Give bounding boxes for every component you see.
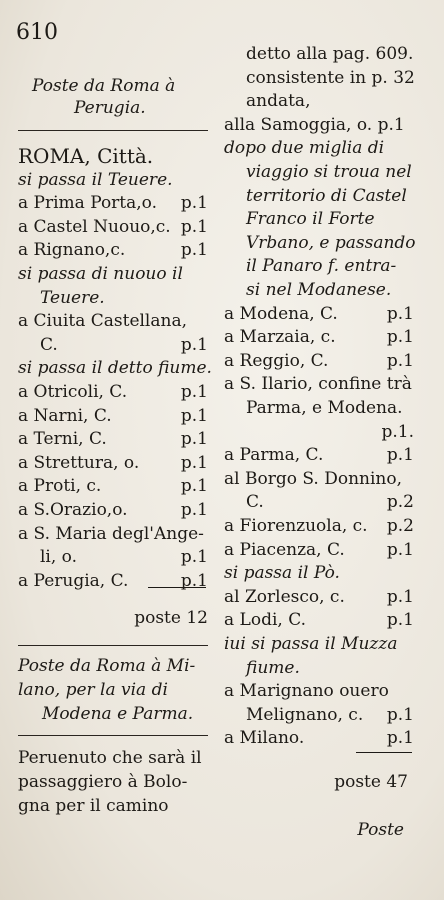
paragraph-line: gna per il camino xyxy=(18,796,169,816)
entry-line xyxy=(224,44,414,64)
entry-text: a Modena, C. xyxy=(224,303,338,324)
entry-text: a Marzaia, c. xyxy=(224,327,336,348)
entry-text: a Marignano ouero xyxy=(224,681,389,702)
entry-line xyxy=(224,705,414,725)
entry-text: a Rignano,c. xyxy=(18,240,126,261)
entry-text: al Borgo S. Donnino, xyxy=(224,468,402,489)
entry-text: al Zorlesco, c. xyxy=(224,586,345,607)
post-count: p.1 xyxy=(180,500,208,520)
entry-text: viaggio si troua nel xyxy=(246,162,412,182)
divider xyxy=(18,735,208,736)
entry-text: territorio di Castel xyxy=(246,185,407,206)
entry-text: a Ciuita Castellana, xyxy=(18,311,187,332)
entry-line xyxy=(18,311,208,331)
post-count: p.1. xyxy=(381,421,414,442)
entry-line xyxy=(224,68,414,88)
entry-line xyxy=(224,280,414,300)
entry-line xyxy=(18,217,208,237)
entry-line xyxy=(18,500,208,520)
total-rule xyxy=(356,752,412,753)
entry-line xyxy=(224,115,414,135)
divider xyxy=(18,130,208,131)
total-rule xyxy=(148,587,206,588)
entry-line xyxy=(224,186,414,206)
entry-line xyxy=(224,91,414,111)
entry-line xyxy=(18,406,208,426)
post-count: p.2 xyxy=(386,516,414,536)
entry-line xyxy=(224,445,414,465)
entry-line xyxy=(224,162,414,182)
entry-line xyxy=(18,335,208,355)
post-count: p.1 xyxy=(180,334,208,355)
entry-text: fiume. xyxy=(246,657,300,678)
entry-text: si passa di nuouo il xyxy=(18,264,183,284)
entry-line xyxy=(18,476,208,496)
paragraph-line: Peruenuto che sarà il xyxy=(18,748,202,768)
entry-text: Vrbano, e passando xyxy=(246,232,416,253)
entry-text: C. xyxy=(246,492,264,513)
entry-line xyxy=(18,453,208,473)
entry-text: si passa il Pò. xyxy=(224,563,340,584)
post-count: p.1 xyxy=(180,216,208,237)
entry-line xyxy=(224,634,414,654)
left-total: poste 12 xyxy=(134,608,208,628)
entry-line xyxy=(18,146,208,166)
entry-text: a Fiorenzuola, c. xyxy=(224,516,368,536)
entry-line xyxy=(18,288,208,308)
entry-text: si passa il Teuere. xyxy=(18,169,173,190)
entry-line xyxy=(18,524,208,544)
entry-line xyxy=(18,547,208,567)
entry-text: a S. Maria degl'Ange- xyxy=(18,523,204,544)
entry-text: a Lodi, C. xyxy=(224,610,306,631)
entry-line xyxy=(224,304,414,324)
entry-text: a Parma, C. xyxy=(224,445,324,466)
entry-line xyxy=(224,374,414,394)
entry-text: a Proti, c. xyxy=(18,476,102,497)
entry-line xyxy=(18,240,208,260)
entry-text: C. xyxy=(40,334,58,355)
entry-line xyxy=(224,563,414,583)
entry-line xyxy=(224,327,414,347)
post-count: p.1 xyxy=(180,570,208,591)
entry-line xyxy=(224,351,414,371)
entry-text: a Castel Nuouo,c. xyxy=(18,216,171,237)
entry-line xyxy=(224,256,414,276)
entry-line xyxy=(224,469,414,489)
entry-line xyxy=(224,209,414,229)
paragraph-line: passaggiero à Bolo- xyxy=(18,772,188,792)
entry-text: a Piacenza, C. xyxy=(224,539,345,560)
entry-line xyxy=(224,516,414,536)
entry-line xyxy=(18,382,208,402)
post-count: p.1 xyxy=(180,452,208,473)
post-count: p.1 xyxy=(386,586,414,607)
entry-line xyxy=(224,728,414,748)
catchword: Poste xyxy=(357,820,404,840)
entry-text: Parma, e Modena. xyxy=(246,398,403,418)
entry-text: si nel Modanese. xyxy=(246,280,392,300)
post-count: p.1 xyxy=(180,429,208,450)
entry-text: alla Samoggia, o. p.1 xyxy=(224,114,405,135)
entry-line xyxy=(18,193,208,213)
entry-text: a Otricoli, C. xyxy=(18,382,128,402)
entry-text: Melignano, c. xyxy=(246,704,364,725)
post-count: p.1 xyxy=(386,445,414,466)
post-count: p.1 xyxy=(386,350,414,371)
entry-text: a Strettura, o. xyxy=(18,452,140,473)
entry-line xyxy=(224,138,414,158)
page-number: 610 xyxy=(16,20,58,45)
entry-line xyxy=(224,610,414,630)
entry-text: a Milano. xyxy=(224,728,305,749)
post-count: p.2 xyxy=(386,492,414,513)
section-heading-line: lano, per la via di xyxy=(18,680,168,700)
entry-text: a S. Ilario, confine trà xyxy=(224,374,412,395)
entry-text: li, o. xyxy=(40,547,78,568)
entry-line xyxy=(18,170,208,190)
entry-line xyxy=(224,658,414,678)
entry-line xyxy=(224,540,414,560)
post-count: p.1 xyxy=(180,193,208,214)
entry-text: a Reggio, C. xyxy=(224,350,329,371)
post-count: p.1 xyxy=(180,476,208,497)
entry-text: a Terni, C. xyxy=(18,429,107,450)
post-count: p.1 xyxy=(386,539,414,560)
entry-text: consistente in p. 32 xyxy=(246,67,415,88)
entry-text: andata, xyxy=(246,91,311,112)
entry-line xyxy=(224,681,414,701)
entry-line xyxy=(224,492,414,512)
entry-text: Teuere. xyxy=(40,287,105,308)
post-count: p.1 xyxy=(180,240,208,261)
section-heading-line: Perugia. xyxy=(74,98,146,118)
entry-line xyxy=(224,233,414,253)
entry-text: detto alla pag. 609. xyxy=(246,44,414,64)
entry-text: a Prima Porta,o. xyxy=(18,193,158,214)
post-count: p.1 xyxy=(386,327,414,348)
entry-line xyxy=(224,398,414,418)
post-count: p.1 xyxy=(180,382,208,402)
section-heading-line: Poste da Roma à Mi- xyxy=(18,656,196,676)
entry-line xyxy=(18,358,212,379)
entry-text: dopo due miglia di xyxy=(224,138,385,159)
entry-text: a Narni, C. xyxy=(18,405,112,426)
post-count: p.1 xyxy=(386,610,414,631)
section-heading-line: Modena e Parma. xyxy=(42,704,194,724)
entry-text: il Panaro f. entra- xyxy=(246,256,397,277)
entry-text: a S.Orazio,o. xyxy=(18,500,128,520)
post-count: p.1 xyxy=(386,728,414,749)
entry-text: ROMA, Città. xyxy=(18,144,154,168)
post-count: p.1 xyxy=(386,303,414,324)
entry-line xyxy=(18,429,208,449)
post-count: p.1 xyxy=(180,547,208,568)
entry-line xyxy=(18,264,208,284)
post-count: p.1 xyxy=(386,704,414,725)
entry-text: iui si passa il Muzza xyxy=(224,634,398,654)
section-heading-line: Poste da Roma à xyxy=(32,76,176,96)
entry-text: Franco il Forte xyxy=(246,209,375,230)
right-total: poste 47 xyxy=(334,772,408,792)
entry-text: si passa il detto fiume. xyxy=(18,358,212,379)
entry-line xyxy=(224,587,414,607)
entry-text: a Perugia, C. xyxy=(18,570,129,591)
post-count: p.1 xyxy=(180,405,208,426)
divider xyxy=(18,645,208,646)
